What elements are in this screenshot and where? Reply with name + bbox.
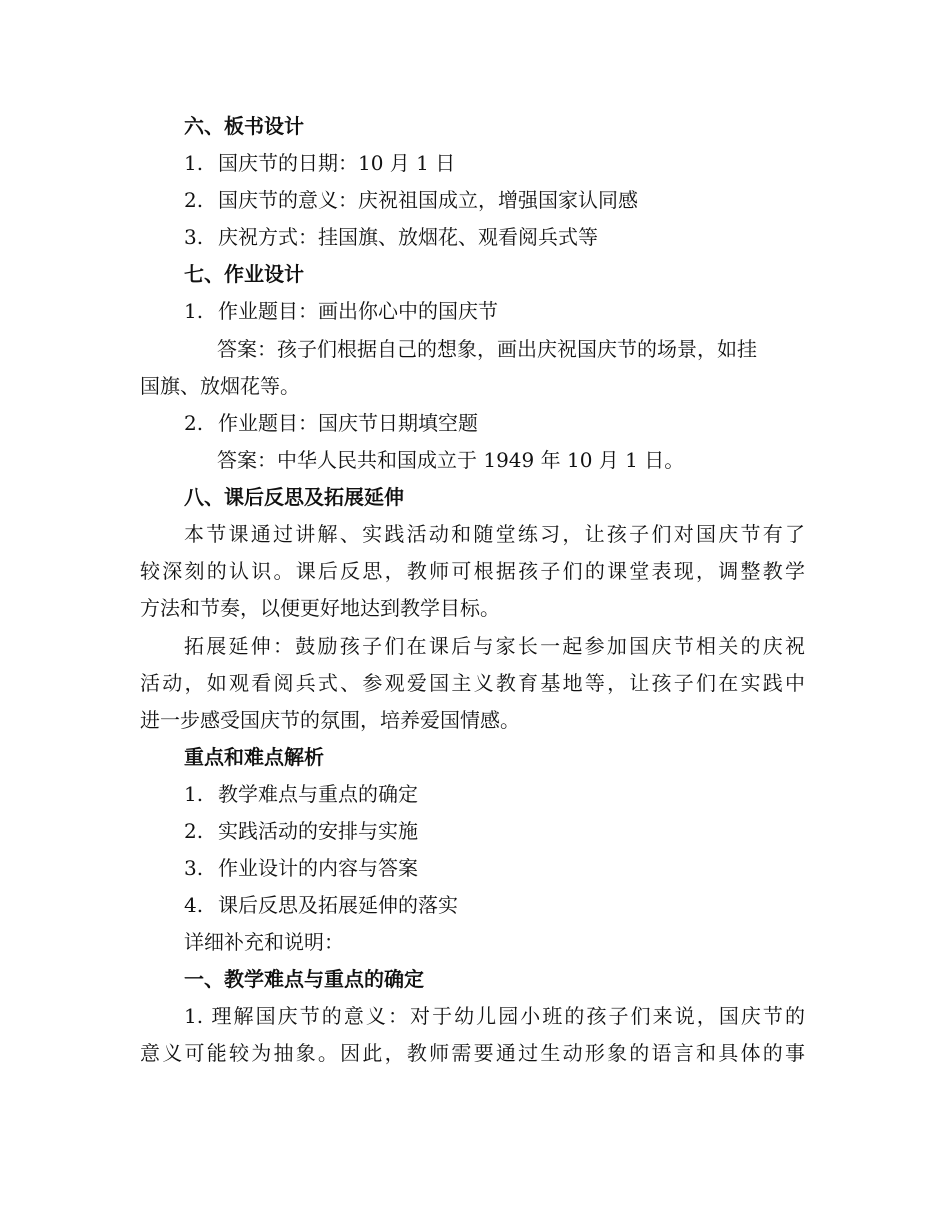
list-text: 国庆节的意义：庆祝祖国成立，增强国家认同感 — [218, 188, 638, 212]
list-item — [184, 813, 849, 850]
section-heading-board-design: 六、板书设计 — [184, 114, 304, 138]
paragraph-line: 本节课通过讲解、实践活动和随堂练习，让孩子们对国庆节有了 — [184, 522, 805, 546]
answer-line: 答案：孩子们根据自己的想象，画出庆祝国庆节的场景，如挂 — [217, 337, 757, 361]
list-item — [184, 887, 849, 924]
list-number: 1. — [184, 782, 204, 806]
list-number: 2. — [184, 819, 204, 843]
section-heading-reflection: 八、课后反思及拓展延伸 — [184, 485, 404, 509]
list-item — [184, 182, 849, 219]
list-item — [184, 293, 849, 330]
section-heading-homework: 七、作业设计 — [184, 262, 304, 286]
list-number: 3. — [184, 225, 204, 249]
list-number: 3. — [184, 856, 204, 880]
list-text: 作业题目：国庆节日期填空题 — [218, 411, 478, 435]
paragraph-line: 1. 理解国庆节的意义：对于幼儿园小班的孩子们来说，国庆节的 — [184, 1004, 805, 1028]
list-text: 作业题目：画出你心中的国庆节 — [218, 299, 498, 323]
supplement-label: 详细补充和说明： — [184, 930, 344, 954]
paragraph-line: 进一步感受国庆节的氛围，培养爱国情感。 — [140, 708, 520, 732]
paragraph-line: 活动，如观看阅兵式、参观爱国主义教育基地等，让孩子们在实践中 — [140, 671, 805, 695]
list-number: 4. — [184, 893, 204, 917]
answer-line: 国旗、放烟花等。 — [140, 374, 300, 398]
list-text: 国庆节的日期：10 月 1 日 — [218, 151, 456, 175]
paragraph-line: 意义可能较为抽象。因此，教师需要通过生动形象的语言和具体的事 — [140, 1041, 805, 1065]
paragraph-line: 方法和节奏，以便更好地达到教学目标。 — [140, 596, 500, 620]
list-text: 庆祝方式：挂国旗、放烟花、观看阅兵式等 — [218, 225, 598, 249]
list-number: 1. — [184, 299, 204, 323]
list-number: 2. — [184, 411, 204, 435]
list-item — [184, 405, 849, 442]
answer-line: 答案：中华人民共和国成立于 1949 年 10 月 1 日。 — [217, 448, 685, 472]
list-item — [184, 776, 849, 813]
list-item — [184, 145, 849, 182]
list-text: 教学难点与重点的确定 — [218, 782, 418, 806]
list-text: 课后反思及拓展延伸的落实 — [218, 893, 458, 917]
list-item — [184, 850, 849, 887]
paragraph-line: 较深刻的认识。课后反思，教师可根据孩子们的课堂表现，调整教学 — [140, 559, 805, 583]
list-number: 1. — [184, 151, 204, 175]
list-number: 2. — [184, 188, 204, 212]
paragraph-line: 拓展延伸：鼓励孩子们在课后与家长一起参加国庆节相关的庆祝 — [184, 634, 805, 658]
list-item — [184, 219, 849, 256]
section-heading-difficulty: 一、教学难点与重点的确定 — [184, 967, 424, 991]
section-heading-key-points: 重点和难点解析 — [184, 745, 324, 769]
list-text: 作业设计的内容与答案 — [218, 856, 418, 880]
list-text: 实践活动的安排与实施 — [218, 819, 418, 843]
